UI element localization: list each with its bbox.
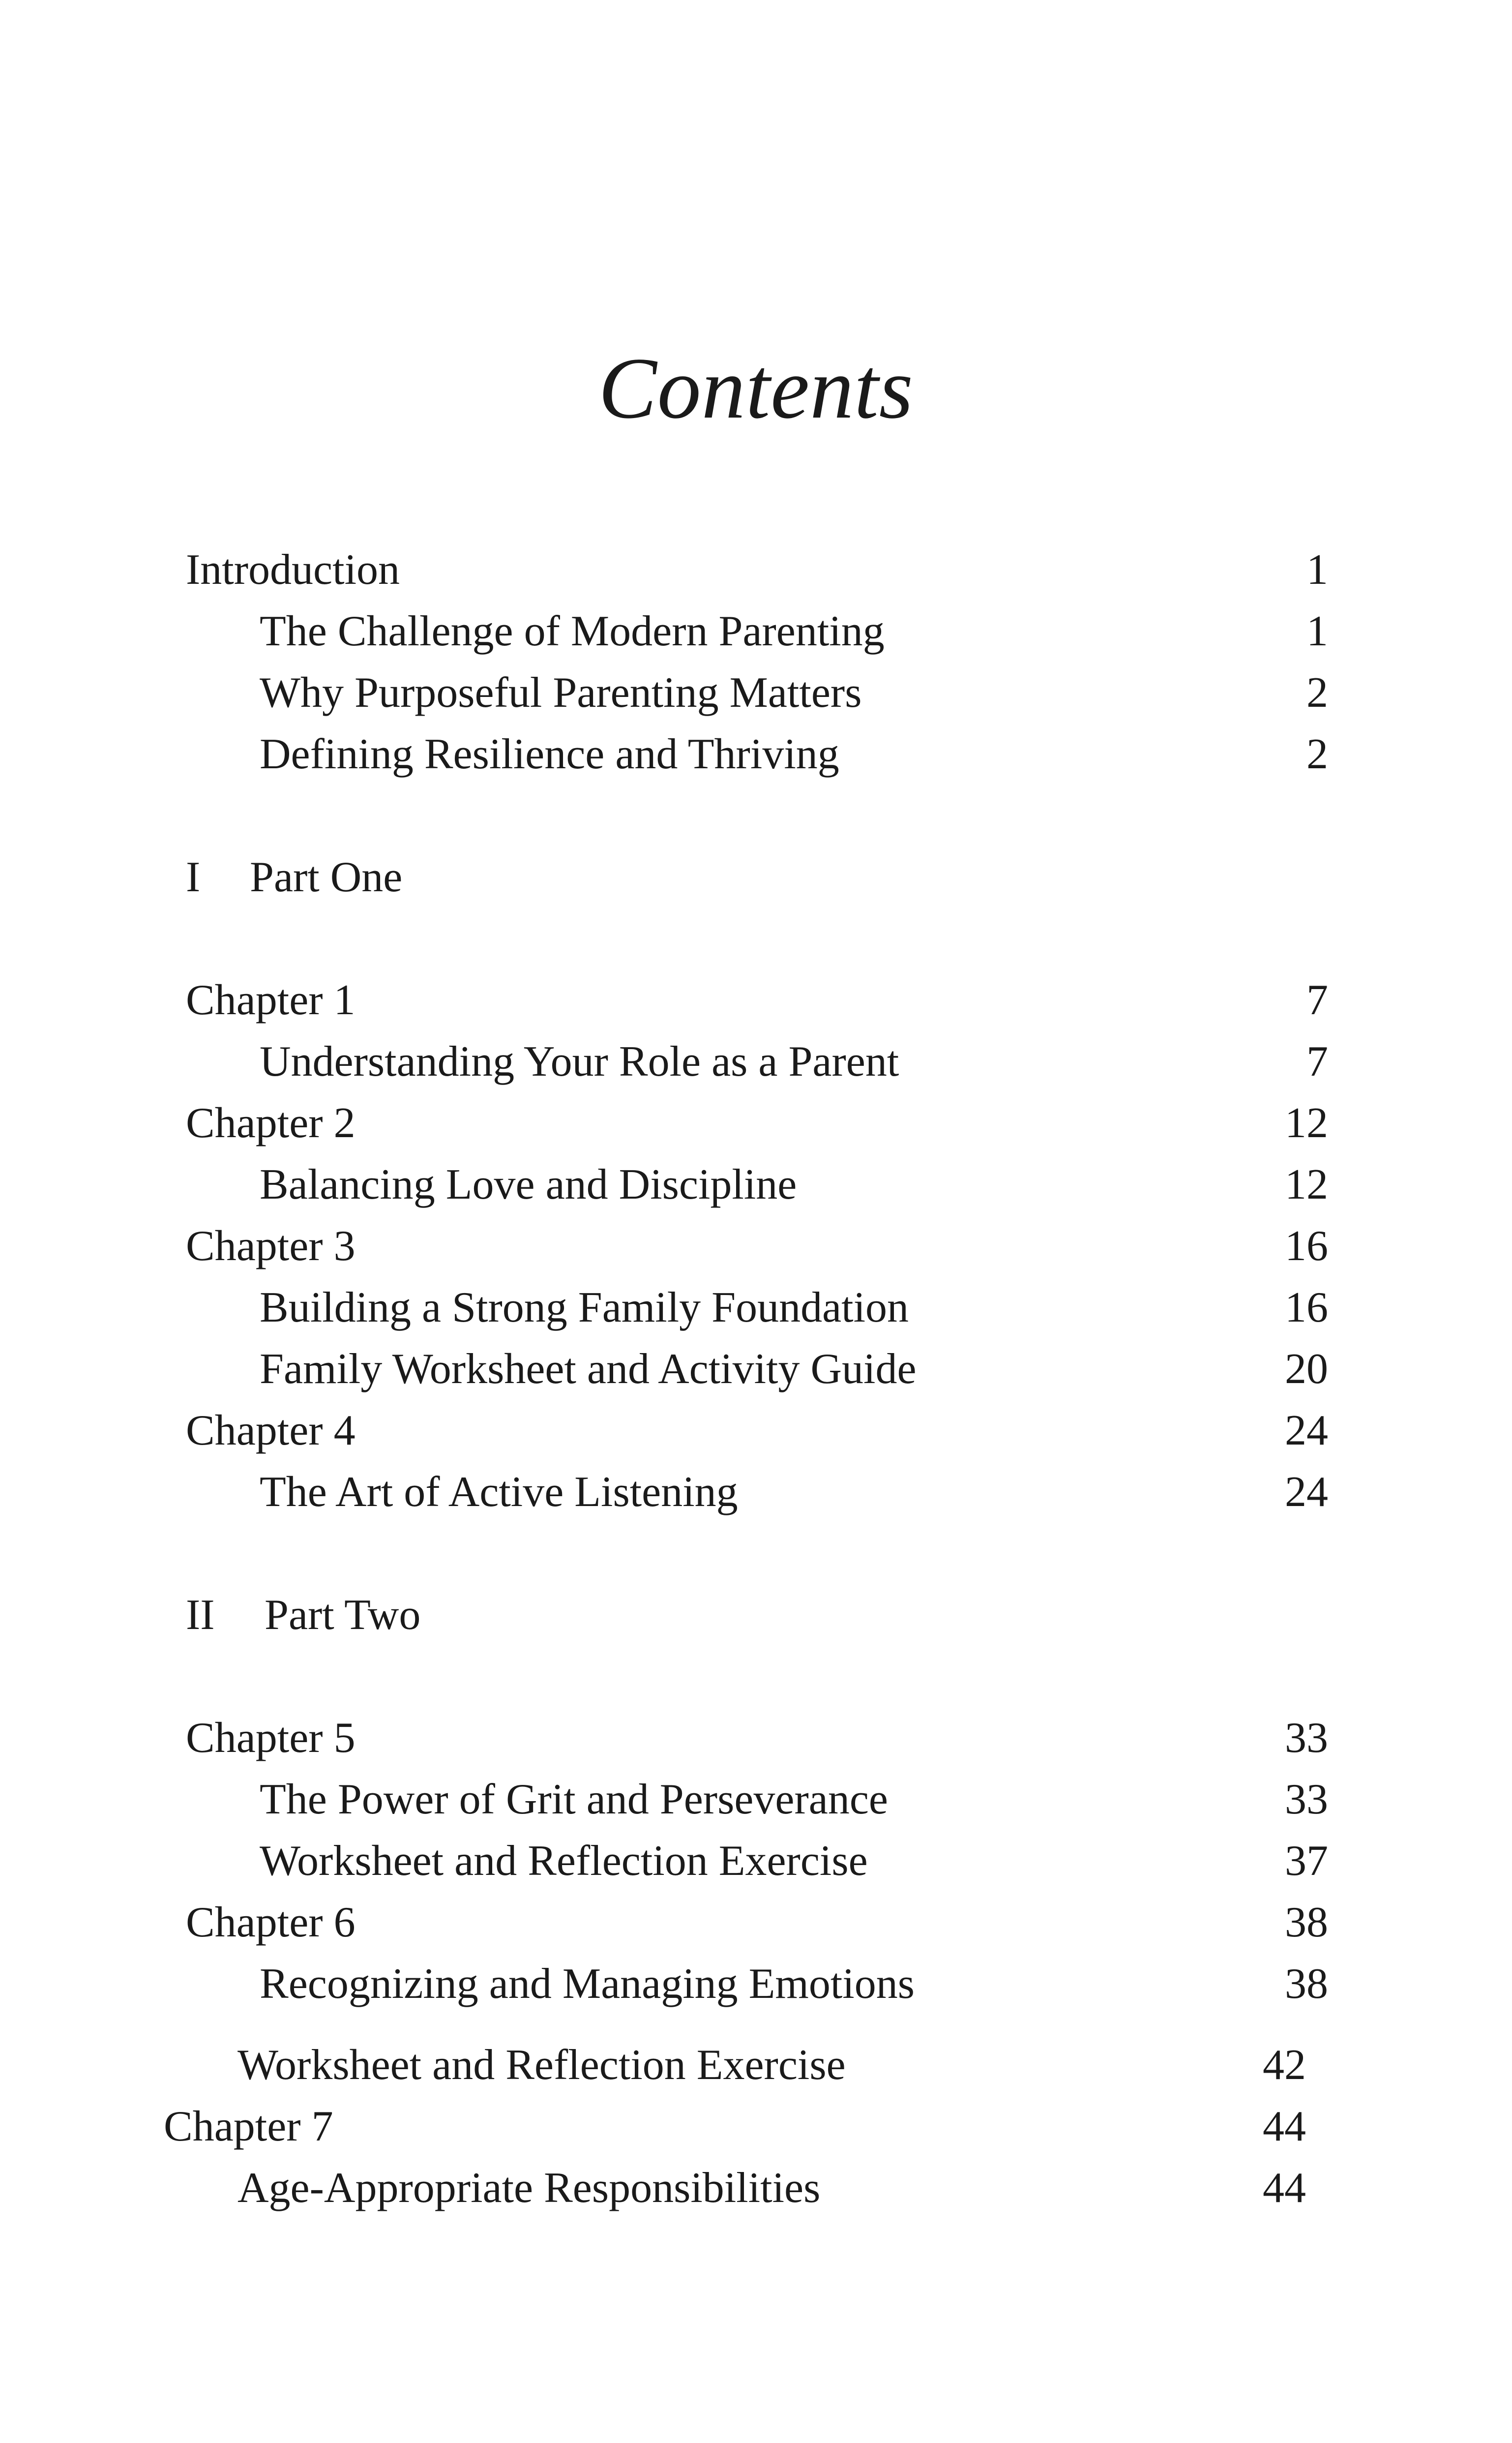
toc-entry	[260, 1468, 1328, 1520]
page-title: Contents	[598, 339, 914, 437]
entry-page-number: 12	[1285, 1161, 1328, 1208]
entry-label: Defining Resilience and Thriving	[260, 730, 839, 778]
part-heading	[186, 1591, 776, 1643]
toc-entry	[186, 548, 1328, 598]
toc-entry	[260, 1778, 1328, 1827]
toc-entry	[237, 2164, 1306, 2216]
part-number: I	[186, 853, 201, 901]
toc-entry	[260, 730, 1328, 782]
toc-entry	[260, 1040, 1328, 1089]
toc-entry	[164, 2105, 1306, 2154]
entry-page-number: 2	[1306, 669, 1328, 717]
entry-label: Why Purposeful Parenting Matters	[260, 669, 862, 717]
entry-label: Chapter 4	[186, 1407, 356, 1454]
entry-page-number: 42	[1263, 2041, 1306, 2089]
entry-label: The Art of Active Listening	[260, 1468, 738, 1516]
entry-page-number: 1	[1306, 607, 1328, 655]
entry-page-number: 7	[1306, 1038, 1328, 1086]
entry-label: Chapter 7	[164, 2103, 333, 2150]
entry-label: Balancing Love and Discipline	[260, 1161, 797, 1208]
toc-entry	[260, 607, 1328, 659]
entry-page-number: 7	[1306, 976, 1328, 1024]
part-heading	[186, 853, 776, 905]
entry-page-number: 16	[1285, 1222, 1328, 1270]
toc-entry	[186, 1714, 1328, 1766]
entry-label: Recognizing and Managing Emotions	[260, 1960, 915, 2008]
toc-entry	[260, 1345, 1328, 1397]
entry-page-number: 33	[1285, 1776, 1328, 1823]
entry-page-number: 44	[1263, 2103, 1306, 2150]
entry-label: Introduction	[186, 546, 400, 594]
entry-label: Understanding Your Role as a Parent	[260, 1038, 899, 1086]
toc-entry	[260, 1837, 1328, 1889]
entry-page-number: 16	[1285, 1284, 1328, 1331]
toc-entry	[186, 976, 1328, 1028]
entry-label: Chapter 6	[186, 1899, 356, 1946]
entry-page-number: 24	[1285, 1468, 1328, 1516]
entry-label: Age-Appropriate Responsibilities	[237, 2164, 821, 2212]
toc-entry	[186, 1409, 1328, 1458]
toc-entry	[186, 1222, 1328, 1274]
entry-page-number: 1	[1306, 546, 1328, 594]
entry-label: Family Worksheet and Activity Guide	[260, 1345, 917, 1393]
toc-entry	[260, 671, 1328, 721]
toc-entry	[237, 2041, 1306, 2093]
part-number: II	[186, 1591, 215, 1639]
entry-page-number: 12	[1285, 1099, 1328, 1147]
entry-page-number: 38	[1285, 1960, 1328, 2008]
entry-label: The Challenge of Modern Parenting	[260, 607, 885, 655]
entry-label: Building a Strong Family Foundation	[260, 1284, 909, 1331]
entry-page-number: 33	[1285, 1714, 1328, 1762]
entry-page-number: 44	[1263, 2164, 1306, 2212]
entry-label: Chapter 3	[186, 1222, 356, 1270]
toc-entry	[260, 1962, 1328, 2012]
entry-label: Chapter 5	[186, 1714, 356, 1762]
part-title: Part One	[250, 853, 403, 901]
entry-page-number: 20	[1285, 1345, 1328, 1393]
toc-entry	[186, 1099, 1328, 1151]
toc-entry	[260, 1163, 1328, 1212]
toc-entry	[260, 1286, 1328, 1335]
entry-page-number: 2	[1306, 730, 1328, 778]
toc-entry	[186, 1901, 1328, 1950]
entry-label: The Power of Grit and Perseverance	[260, 1776, 888, 1823]
entry-label: Chapter 1	[186, 976, 356, 1024]
entry-page-number: 38	[1285, 1899, 1328, 1946]
entry-page-number: 37	[1285, 1837, 1328, 1885]
entry-page-number: 24	[1285, 1407, 1328, 1454]
entry-label: Worksheet and Reflection Exercise	[260, 1837, 868, 1885]
entry-label: Chapter 2	[186, 1099, 356, 1147]
part-title: Part Two	[265, 1591, 421, 1639]
entry-label: Worksheet and Reflection Exercise	[237, 2041, 846, 2089]
